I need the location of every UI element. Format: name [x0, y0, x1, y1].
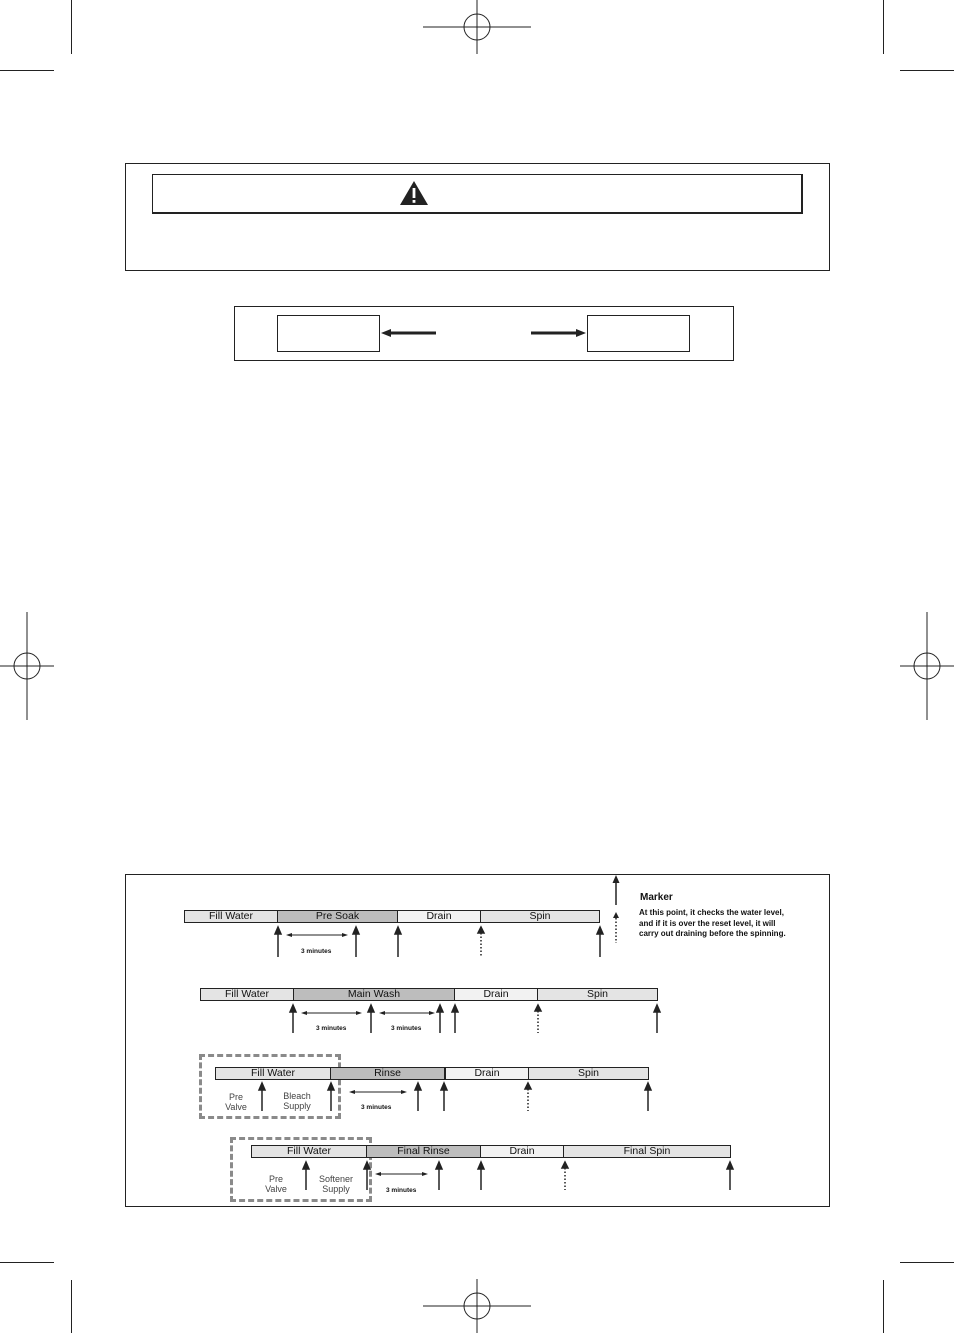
row2-duration-2: 3 minutes [391, 1025, 422, 1032]
row3-arrows [126, 1081, 831, 1121]
direction-diagram [234, 306, 734, 361]
row4-duration: 3 minutes [386, 1187, 417, 1194]
row1-arrows [126, 925, 831, 965]
marker-solid-arrow [611, 875, 621, 909]
row3-drain: Drain [445, 1067, 529, 1080]
row1-duration: 3 minutes [301, 948, 332, 955]
row3-duration: 3 minutes [361, 1104, 392, 1111]
row2-drain: Drain [454, 988, 538, 1001]
row1-spin: Spin [480, 910, 600, 923]
row4-softener-supply-label: Softener Supply [318, 1174, 354, 1194]
row4-pre-valve-label: Pre Valve [265, 1174, 287, 1194]
caution-box [125, 163, 830, 271]
row3-bleach-supply-label: Bleach Supply [283, 1091, 311, 1111]
marker-description: At this point, it checks the water level, and if it is over the reset level, it will carry out draining before the spinning. [639, 908, 786, 938]
row4-arrows [126, 1160, 831, 1200]
row3-rinse: Rinse [330, 1067, 445, 1080]
marker-title: Marker [640, 892, 673, 903]
row3-spin: Spin [528, 1067, 649, 1080]
row2-fill-water: Fill Water [200, 988, 294, 1001]
arrows [235, 307, 735, 362]
row2-arrows [126, 1003, 831, 1043]
row4-drain: Drain [480, 1145, 564, 1158]
warning-icon [399, 180, 429, 206]
row1-pre-soak: Pre Soak [277, 910, 398, 923]
row2-main-wash: Main Wash [293, 988, 455, 1001]
row2-duration-1: 3 minutes [316, 1025, 347, 1032]
caution-header [152, 174, 803, 214]
row1-fill-water: Fill Water [184, 910, 278, 923]
row3-fill-water: Fill Water [215, 1067, 331, 1080]
row2-spin: Spin [537, 988, 658, 1001]
row1-drain: Drain [397, 910, 481, 923]
row4-final-spin: Final Spin [563, 1145, 731, 1158]
row3-pre-valve-label: Pre Valve [225, 1092, 247, 1112]
row4-final-rinse: Final Rinse [366, 1145, 481, 1158]
timing-diagram [125, 874, 830, 1207]
row4-fill-water: Fill Water [251, 1145, 367, 1158]
